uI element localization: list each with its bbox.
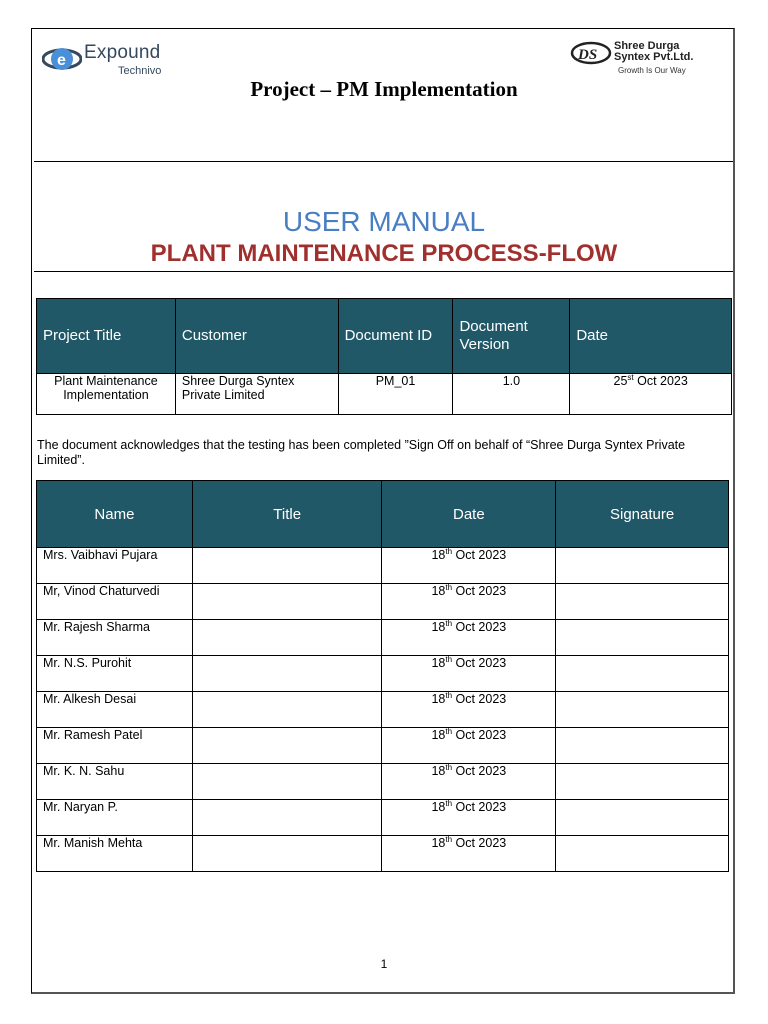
date-rest: Oct 2023 xyxy=(452,584,507,598)
cell-signoff-date xyxy=(382,656,556,692)
cell-title xyxy=(192,692,382,728)
cell-signature xyxy=(556,800,729,836)
cell-name: Mr. Rajesh Sharma xyxy=(37,620,193,656)
date-day: 18 xyxy=(431,620,446,634)
cell-name: Mr. Ramesh Patel xyxy=(37,728,193,764)
date-day: 18 xyxy=(431,764,446,778)
date-day: 18 xyxy=(431,548,446,562)
cell-signoff-date xyxy=(382,692,556,728)
date-suffix: th xyxy=(445,762,453,772)
cell-project-title: Plant Maintenance Implementation xyxy=(37,374,176,415)
svg-text:DS: DS xyxy=(578,47,598,63)
date-day: 18 xyxy=(431,584,446,598)
cell-signoff-date xyxy=(382,800,556,836)
cell-signature xyxy=(556,548,729,584)
expound-brand: Expound xyxy=(84,42,161,63)
sds-tagline: Growth Is Our Way xyxy=(618,66,686,75)
cell-signoff-date xyxy=(382,764,556,800)
expound-e-logo-icon xyxy=(42,42,82,76)
header-title: Title xyxy=(192,481,382,548)
signoff-header-row xyxy=(37,481,729,548)
cell-signoff-date xyxy=(382,620,556,656)
cell-title xyxy=(192,620,382,656)
cell-version: 1.0 xyxy=(453,374,570,415)
cell-signature xyxy=(556,620,729,656)
cell-name: Mrs. Vaibhavi Pujara xyxy=(37,548,193,584)
cell-title xyxy=(192,836,382,872)
svg-text:e: e xyxy=(57,52,66,69)
signoff-row xyxy=(37,764,729,800)
date-rest: Oct 2023 xyxy=(452,800,507,814)
cell-name: Mr. K. N. Sahu xyxy=(37,764,193,800)
cell-name: Mr. Naryan P. xyxy=(37,800,193,836)
cell-title xyxy=(192,656,382,692)
cell-signature xyxy=(556,692,729,728)
date-suffix: th xyxy=(445,690,453,700)
cell-signature xyxy=(556,656,729,692)
cell-signoff-date xyxy=(382,548,556,584)
signoff-row xyxy=(37,656,729,692)
sds-logo-icon xyxy=(570,40,612,66)
signoff-table xyxy=(36,480,729,872)
signoff-row xyxy=(37,836,729,872)
manual-subtitle: PLANT MAINTENANCE PROCESS-FLOW xyxy=(150,240,618,267)
header-document-id: Document ID xyxy=(338,299,453,374)
page-number: 1 xyxy=(380,957,388,971)
header-signature: Signature xyxy=(556,481,729,548)
cell-signature xyxy=(556,764,729,800)
signoff-row xyxy=(37,584,729,620)
header-project-title: Project Title xyxy=(37,299,176,374)
sds-name-line2: Syntex Pvt.Ltd. xyxy=(614,51,694,63)
project-heading: Project – PM Implementation xyxy=(250,77,518,101)
header-customer: Customer xyxy=(175,299,338,374)
cell-signature xyxy=(556,584,729,620)
date-rest: Oct 2023 xyxy=(452,656,507,670)
info-data-row xyxy=(37,374,732,415)
date-suffix: th xyxy=(445,834,453,844)
signoff-row xyxy=(37,548,729,584)
date-suffix: th xyxy=(445,654,453,664)
header-signoff-date: Date xyxy=(382,481,556,548)
cell-title xyxy=(192,800,382,836)
divider-bottom xyxy=(34,271,733,272)
cell-name: Mr. Alkesh Desai xyxy=(37,692,193,728)
date-suffix: th xyxy=(445,582,453,592)
date-rest: Oct 2023 xyxy=(633,374,688,388)
sds-name-line1: Shree Durga xyxy=(614,40,680,52)
date-rest: Oct 2023 xyxy=(452,620,507,634)
sds-logo xyxy=(570,40,720,80)
header-name: Name xyxy=(37,481,193,548)
divider-top xyxy=(34,161,733,162)
expound-sub: Technivo xyxy=(118,65,162,77)
cell-title xyxy=(192,728,382,764)
date-day: 18 xyxy=(431,836,446,850)
cell-document-id: PM_01 xyxy=(338,374,453,415)
date-rest: Oct 2023 xyxy=(452,692,507,706)
date-day: 18 xyxy=(431,800,446,814)
date-suffix: th xyxy=(445,546,453,556)
date-suffix: th xyxy=(445,726,453,736)
cell-title xyxy=(192,584,382,620)
date-rest: Oct 2023 xyxy=(452,728,507,742)
date-day: 25 xyxy=(613,374,628,388)
signoff-row xyxy=(37,728,729,764)
cell-date xyxy=(570,374,732,415)
cell-signature xyxy=(556,728,729,764)
cell-signoff-date xyxy=(382,584,556,620)
date-day: 18 xyxy=(431,656,446,670)
date-rest: Oct 2023 xyxy=(452,764,507,778)
signoff-row xyxy=(37,800,729,836)
date-day: 18 xyxy=(431,728,446,742)
acknowledgement-text: The document acknowledges that the testing has been completed ”Sign Off on behalf of “Shree Durga Syntex Private Limited”. xyxy=(37,438,686,467)
cell-customer: Shree Durga Syntex Private Limited xyxy=(175,374,338,415)
header-document-version: Document Version xyxy=(453,299,570,374)
cell-title xyxy=(192,548,382,584)
signoff-row xyxy=(37,620,729,656)
document-info-table xyxy=(36,298,732,415)
info-header-row xyxy=(37,299,732,374)
cell-signature xyxy=(556,836,729,872)
cell-name: Mr. Manish Mehta xyxy=(37,836,193,872)
cell-name: Mr. N.S. Purohit xyxy=(37,656,193,692)
date-rest: Oct 2023 xyxy=(452,836,507,850)
signoff-row xyxy=(37,692,729,728)
manual-title: USER MANUAL xyxy=(282,206,486,237)
expound-logo xyxy=(42,40,172,80)
date-suffix: th xyxy=(445,618,453,628)
cell-signoff-date xyxy=(382,728,556,764)
date-rest: Oct 2023 xyxy=(452,548,507,562)
cell-name: Mr, Vinod Chaturvedi xyxy=(37,584,193,620)
date-day: 18 xyxy=(431,692,446,706)
date-suffix: st xyxy=(627,372,634,382)
cell-title xyxy=(192,764,382,800)
cell-signoff-date xyxy=(382,836,556,872)
header-date: Date xyxy=(570,299,732,374)
date-suffix: th xyxy=(445,798,453,808)
